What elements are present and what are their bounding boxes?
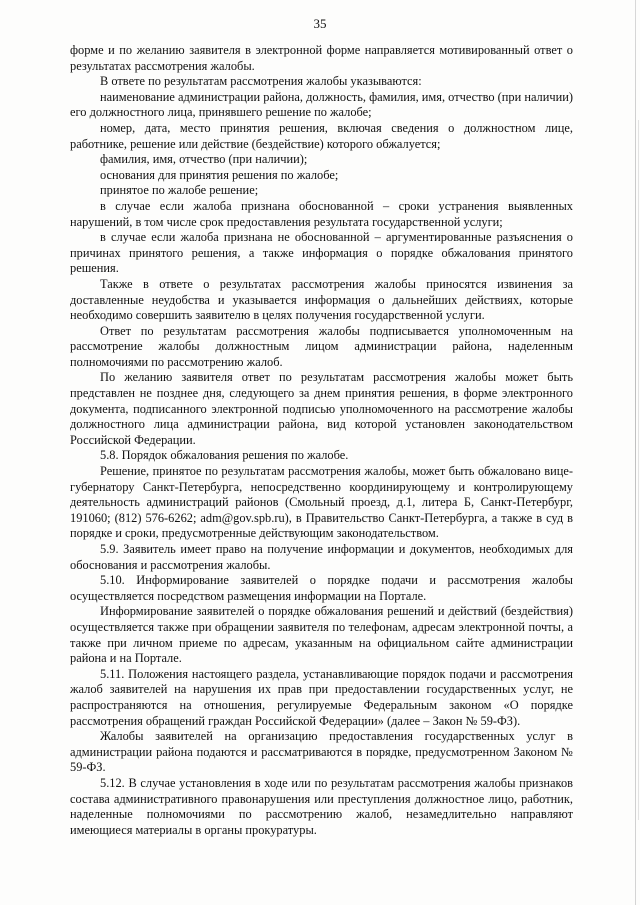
paragraph: В ответе по результатам рассмотрения жалобы указываются: [100,74,422,89]
paragraph: 5.11. Положения настоящего раздела, устанавливающие порядок подачи и рассмотрения жалоб заявителей на нарушения их прав при предоставлении государственных услуг, не распространяются на отношения, регулируемые Федеральным законом «О порядке рассмотрения обращений граждан Российской Федерации» (далее – Закон № 59-ФЗ). [70,666,573,728]
paragraph: 5.10. Информирование заявителей о порядке подачи и рассмотрения жалобы осуществляется посредством размещения информации на Портале. [70,573,573,603]
list-item: номер, дата, место принятия решения, включая сведения о должностном лице, работнике, решение или действие (бездействие) которого обжалуется; [70,120,573,151]
paragraph: По желанию заявителя ответ по результатам рассмотрения жалобы может быть представлен не позднее дня, следующего за днем принятия решения, в форме электронного документа, подписанного электронной подписью уполномоченного на рассмотрение жалобы должностного лица администрации района, вид которой установлен законодательством Российской Федерации. [70,370,573,447]
paragraph: Ответ по результатам рассмотрения жалобы подписывается уполномоченным на рассмотрение жалобы должностным лицом администрации района, наделенным полномочиями по рассмотрению жалоб. [70,323,573,369]
list-item: фамилия, имя, отчество (при наличии); [100,152,308,167]
page-number: 35 [313,16,327,31]
list-item: в случае если жалоба признана не обоснованной – аргументированные разъяснения о причинах принятого решения, а также информация о порядке обжалования принятого решения. [70,230,573,276]
list-item: в случае если жалоба признана обоснованной – сроки устранения выявленных нарушений, в том числе срок предоставления результата государственной услуги; [70,198,573,229]
paragraph: Информирование заявителей о порядке обжалования решений и действий (бездействия) осуществляется также при обращении заявителя по телефонам, адресам электронной почты, а также при личном приеме по адресам, указанным на официальном сайте администрации района и на Портале. [70,604,573,666]
section-heading: 5.8. Порядок обжалования решения по жалобе. [100,448,349,463]
list-item: наименование администрации района, должность, фамилия, имя, отчество (при наличии) его должностного лица, принявшего решение по жалобе; [70,89,573,120]
document-body [70,43,573,838]
list-item: основания для принятия решения по жалобе; [100,167,339,182]
scan-edge [638,120,639,820]
paragraph: Жалобы заявителей на организацию предоставления государственных услуг в администрации района подаются и рассматриваются в порядке, предусмотренном Законом № 59-ФЗ. [70,729,573,775]
paragraph: форме и по желанию заявителя в электронной форме направляется мотивированный ответ о результатах рассмотрения жалобы. [70,43,573,73]
paragraph: Также в ответе о результатах рассмотрения жалобы приносятся извинения за доставленные неудобства и указывается информация о дальнейших действиях, которые необходимо совершить заявителю в целях получения государственной услуги. [70,276,573,323]
paragraph: Решение, принятое по результатам рассмотрения жалобы, может быть обжаловано вице-губернатору Санкт-Петербурга, непосредственно координирующему и контролирующему деятельность администраций районов (Смольный проезд, д.1, литера Б, Санкт-Петербург, 191060; (812) 576-6262; adm@gov.spb.ru), в Правительство Санкт-Петербурга, а также в суд в порядке и сроки, предусмотренные действующим законодательством. [70,464,573,541]
list-item: принятое по жалобе решение; [100,183,259,198]
scan-edge [635,0,636,905]
paragraph: 5.12. В случае установления в ходе или по результатам рассмотрения жалобы признаков состава административного правонарушения или преступления должностное лицо, работник, наделенные полномочиями по рассмотрению жалоб, незамедлительно направляют имеющиеся материалы в органы прокуратуры. [70,775,573,837]
paragraph: 5.9. Заявитель имеет право на получение информации и документов, необходимых для обоснования и рассмотрения жалобы. [70,542,573,572]
